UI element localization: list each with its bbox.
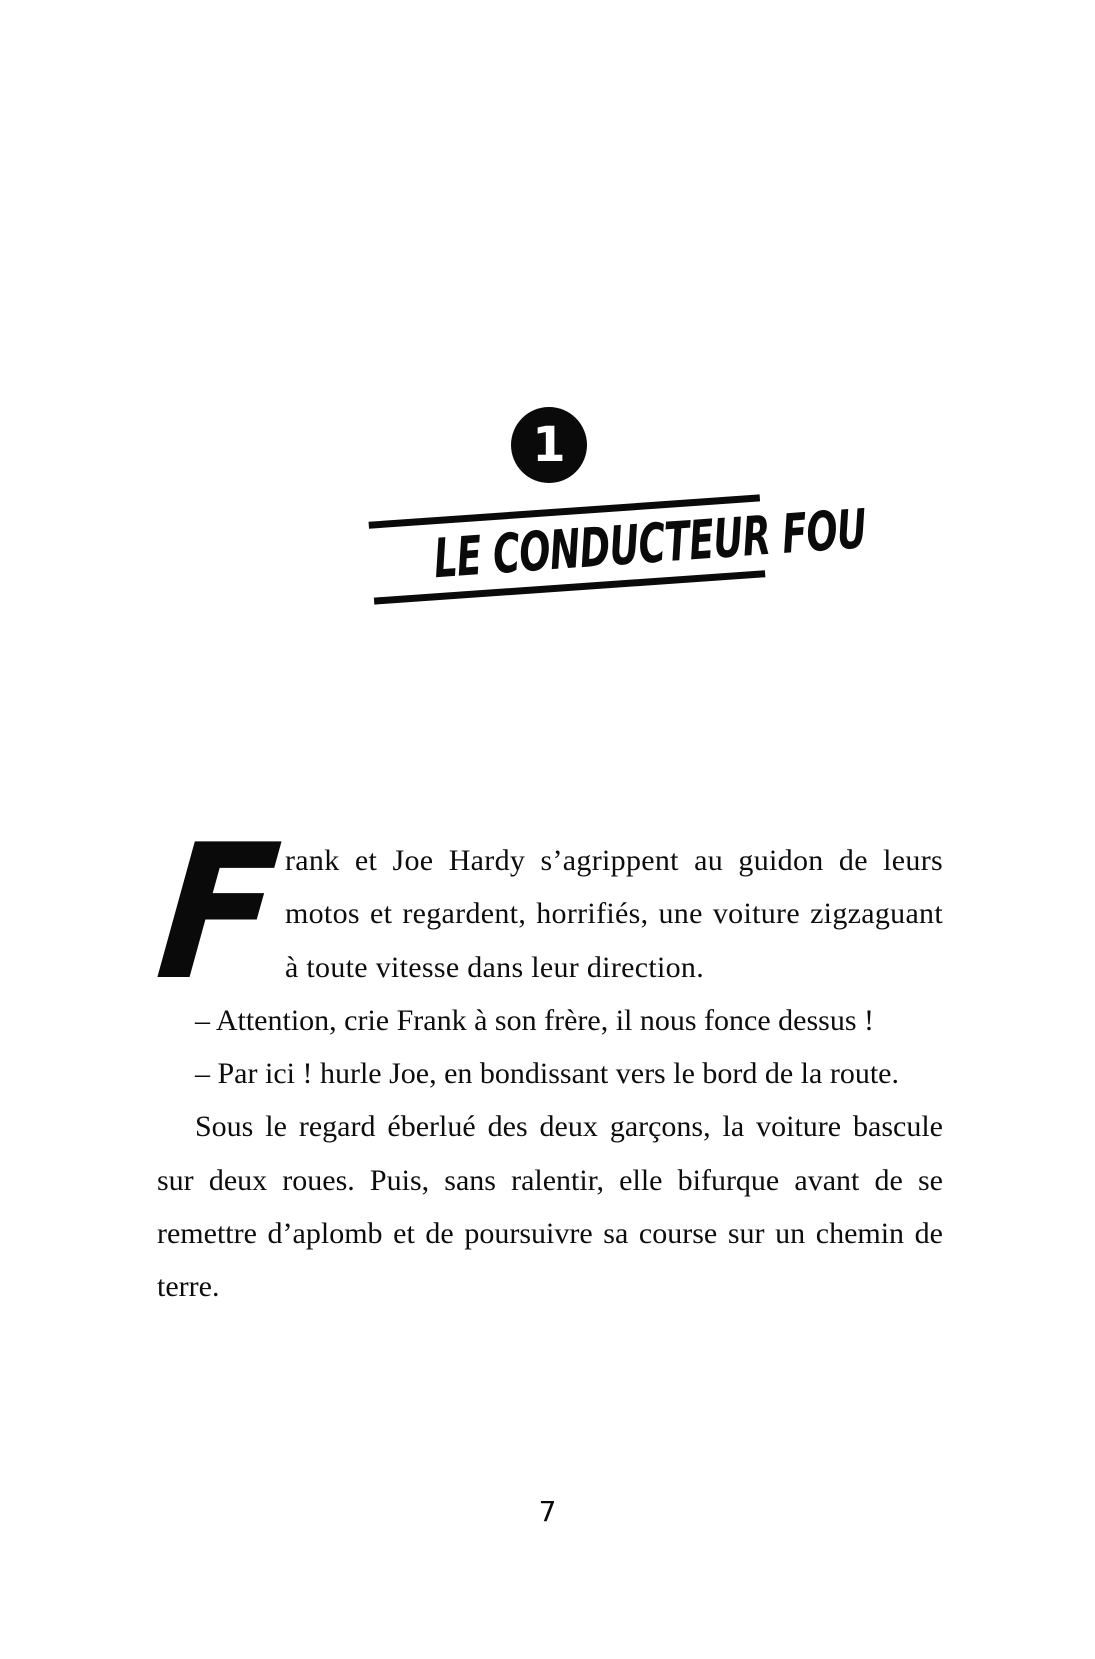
paragraph: Sous le regard éberlué des deux garçons, la voiture bascule sur deux roues. Puis, sans ralentir, elle bifurque avant de se remettre d’aplomb et de poursuivre sa course sur un chemin de terre. [157, 1110, 943, 1304]
body-text [149, 804, 943, 1314]
paragraph: rank et Joe Hardy s’agrippent au guidon de leurs motos et regardent, horrifiés, une voiture zigzaguant à toute vitesse dans leur direction. [285, 844, 943, 984]
chapter-title: LE CONDUCTEUR FOU [431, 497, 869, 591]
paragraph: – Attention, crie Frank à son frère, il nous fonce dessus ! [195, 1003, 874, 1037]
chapter-badge [511, 407, 587, 483]
page-number: 7 [538, 1495, 557, 1528]
drop-cap [149, 804, 288, 1021]
chapter-number: 1 [532, 417, 566, 473]
paragraph: – Par ici ! hurle Joe, en bondissant vers le bord de la route. [195, 1057, 899, 1091]
chapter-title-block [368, 486, 869, 613]
drop-cap-letter: F [149, 804, 288, 1021]
